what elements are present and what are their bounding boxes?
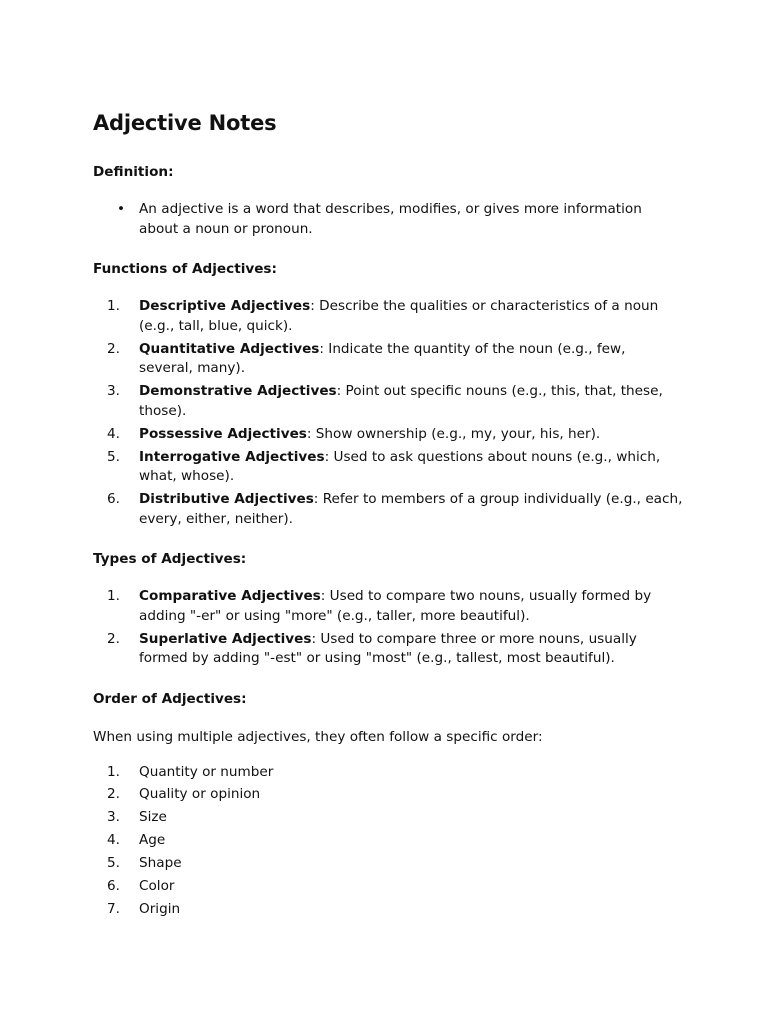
term: Comparative Adjectives bbox=[139, 588, 321, 604]
term-description: : Refer to members of a group individually (e.g., each, every, either, neither). bbox=[139, 491, 683, 527]
list-number: 3. bbox=[107, 809, 120, 826]
list-item bbox=[93, 382, 683, 421]
definition-heading: Definition: bbox=[93, 164, 174, 180]
order-intro: When using multiple adjectives, they often follow a specific order: bbox=[93, 728, 543, 745]
list-item bbox=[93, 587, 683, 626]
list-item bbox=[93, 831, 683, 851]
list-item-text: Origin bbox=[139, 900, 181, 917]
list-item bbox=[93, 490, 683, 529]
list-item-text: Quality or opinion bbox=[139, 786, 261, 803]
list-number: 1. bbox=[107, 588, 120, 604]
list-item bbox=[93, 630, 683, 669]
list-number: 6. bbox=[107, 877, 120, 894]
term-description: : Describe the qualities or characteristics of a noun (e.g., tall, blue, quick). bbox=[139, 298, 659, 334]
list-item-text: Quantity or number bbox=[139, 763, 274, 780]
list-item bbox=[93, 297, 683, 336]
list-number: 2. bbox=[107, 630, 120, 647]
page-title: Adjective Notes bbox=[93, 111, 277, 135]
list-number: 7. bbox=[107, 900, 120, 917]
functions-list bbox=[93, 297, 683, 529]
list-item bbox=[93, 340, 683, 379]
list-item bbox=[93, 854, 683, 874]
list-item-text: Shape bbox=[139, 855, 182, 872]
list-item-text: An adjective is a word that describes, modifies, or gives more information about a noun or pronoun. bbox=[139, 201, 642, 237]
order-heading: Order of Adjectives: bbox=[93, 690, 247, 707]
term-description: : Used to ask questions about nouns (e.g., which, what, whose). bbox=[139, 448, 661, 484]
list-item bbox=[93, 900, 683, 920]
term: Superlative Adjectives bbox=[139, 630, 312, 647]
list-number: 4. bbox=[107, 832, 120, 849]
types-list bbox=[93, 587, 683, 669]
list-number: 2. bbox=[107, 786, 120, 803]
functions-heading: Functions of Adjectives: bbox=[93, 261, 277, 277]
term-description: : Used to compare three or more nouns, usually formed by adding "-est" or using "most" (e.g., tallest, most beautiful). bbox=[139, 630, 637, 666]
list-number: 2. bbox=[107, 340, 120, 357]
term: Distributive Adjectives bbox=[139, 491, 314, 507]
term: Descriptive Adjectives bbox=[139, 298, 311, 314]
list-number: 3. bbox=[107, 383, 120, 399]
list-item bbox=[93, 200, 683, 239]
list-item bbox=[93, 877, 683, 897]
list-number: 1. bbox=[107, 763, 120, 780]
list-number: 4. bbox=[107, 425, 120, 442]
term: Quantitative Adjectives bbox=[139, 340, 320, 357]
list-item-text: Age bbox=[139, 832, 166, 849]
types-heading: Types of Adjectives: bbox=[93, 551, 247, 567]
list-number: 6. bbox=[107, 491, 120, 507]
order-list bbox=[93, 763, 683, 920]
definition-list bbox=[93, 200, 683, 239]
list-item bbox=[93, 808, 683, 828]
term: Possessive Adjectives bbox=[139, 425, 307, 442]
term-description: : Point out specific nouns (e.g., this, that, these, those). bbox=[139, 383, 663, 419]
list-item bbox=[93, 448, 683, 487]
list-item bbox=[93, 425, 683, 445]
term-description: : Indicate the quantity of the noun (e.g., few, several, many). bbox=[139, 340, 626, 376]
document-page bbox=[93, 108, 683, 939]
list-item-text: Size bbox=[139, 809, 167, 826]
list-item bbox=[93, 763, 683, 783]
bullet-icon: • bbox=[116, 201, 126, 217]
list-item-text: Color bbox=[139, 877, 175, 894]
term-description: : Used to compare two nouns, usually formed by adding "-er" or using "more" (e.g., taller, more beautiful). bbox=[139, 588, 652, 624]
term: Demonstrative Adjectives bbox=[139, 383, 337, 399]
term-description: : Show ownership (e.g., my, your, his, her). bbox=[306, 425, 601, 442]
term: Interrogative Adjectives bbox=[139, 448, 325, 465]
list-item bbox=[93, 785, 683, 805]
list-number: 5. bbox=[107, 448, 120, 465]
list-number: 5. bbox=[107, 855, 120, 872]
list-number: 1. bbox=[107, 298, 120, 314]
